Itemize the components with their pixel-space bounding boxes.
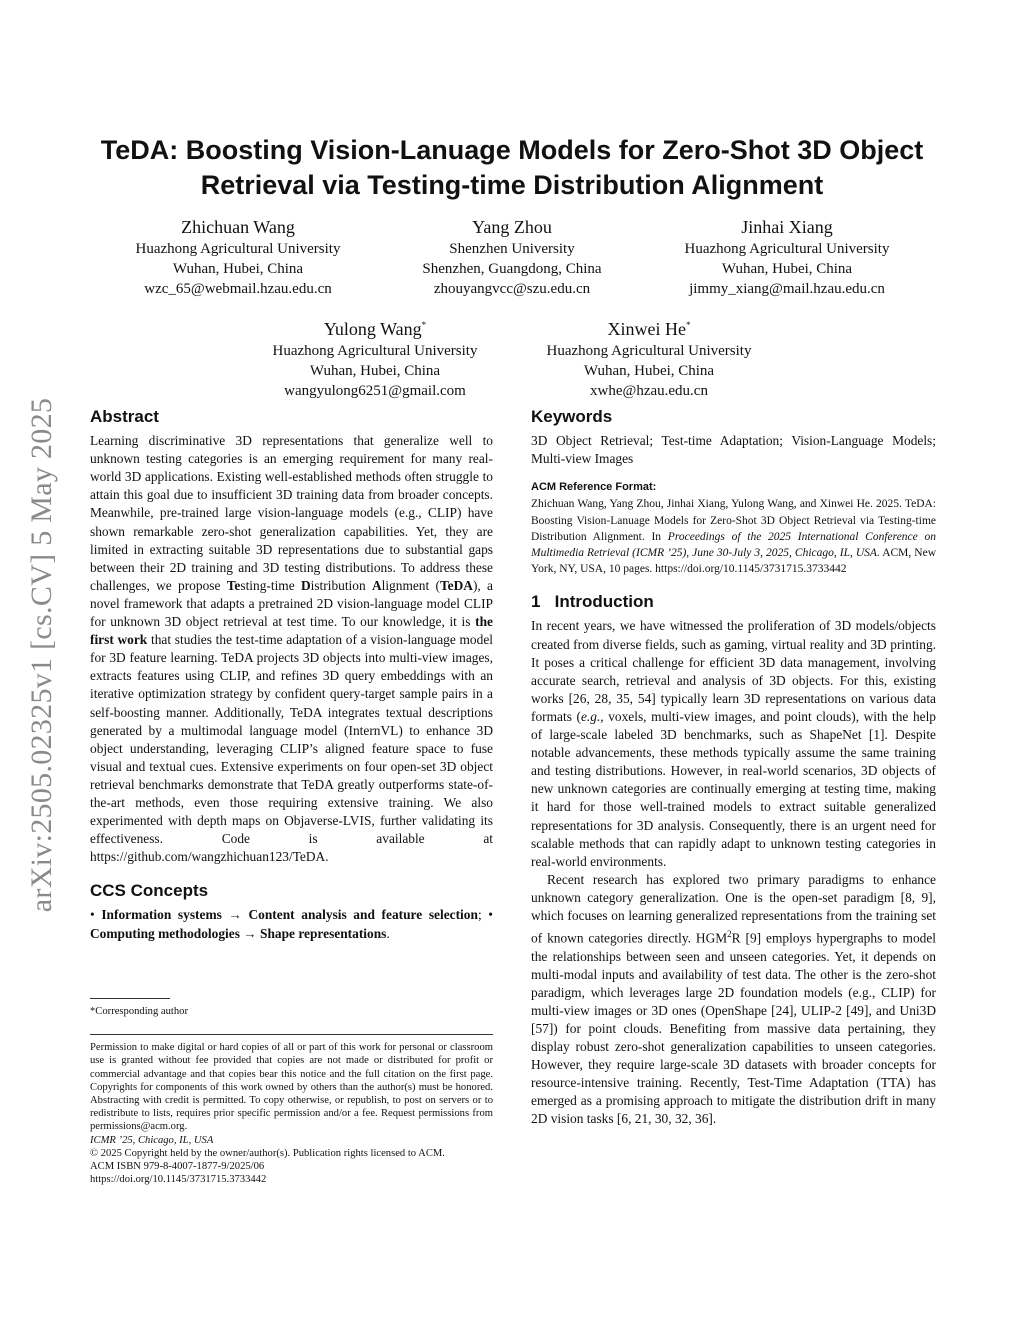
title-line-2: Retrieval via Testing-time Distribution Alignment <box>200 170 824 200</box>
footnote-area <box>90 998 493 1186</box>
author-email: wzc_65@webmail.hzau.edu.cn <box>144 281 332 297</box>
author-email: xwhe@hzau.edu.cn <box>590 383 708 399</box>
abstract-heading: Abstract <box>90 407 159 426</box>
isbn-line: ACM ISBN 979-8-4007-1877-9/2025/06 <box>90 1161 265 1173</box>
author-location: Wuhan, Hubei, China <box>309 363 441 379</box>
footnote-rule <box>90 998 170 999</box>
author-affiliation: Huazhong Agricultural University <box>272 343 478 359</box>
author-affiliation: Huazhong Agricultural University <box>684 241 890 257</box>
author-location: Wuhan, Hubei, China <box>583 363 715 379</box>
intro-paragraph-2: Recent research has explored two primary paradigms to enhance unknown category generalization. One is the open-set paradigm [8, 9], which focuses on learning generalized representations from the training set of known categories directly. HGM$^2$R [9] employs hypergraphs to model the relationships between seen and unseen categories. Yet, it depends on multi-modal inputs and availability of test data. The other is the zero-shot paradigm, which leverages large 2D foundation models (e.g., CLIP) for multi-view images or 3D ones (OpenShape [24], ULIP-2 [49], and Uni3D [57]) for point clouds. Benefiting from massive data pertaining, they display robust zero-shot generalization capabilities to unseen categories. However, they require large-scale 3D datasets with broader concepts for resource-intensive training. Recently, Test-Time Adaptation (TTA) has emerged as a promising approach to mitigate the distribution drift in many 2D vision tasks [6, 21, 30, 32, 36]. <box>531 871 936 1127</box>
permission-notice: Permission to make digital or hard copies of all or part of this work for personal or classroom use is granted without fee provided that copies are not made or distributed for profit or commercial advantage and that copies bear this notice and the full citation on the first page. Copyrights for components of this work owned by others than the author(s) must be honored. Abstracting with credit is permitted. To copy otherwise, or republish, to post on servers or to redistribute to lists, requires prior specific permission and/or a fee. Request permissions from permissions@acm.org. <box>90 1042 493 1133</box>
keywords-heading: Keywords <box>531 407 613 426</box>
abstract-text: Learning discriminative 3D representations that generalize well to unknown testing categories is an emerging requirement for many real-world 3D applications. Existing well-established methods often struggle to attain this goal due to insufficient 3D training data from broader concepts. Meanwhile, pre-trained large vision-language models (e.g., CLIP) have shown remarkable zero-shot generalization capabilities. Yet, they are limited in extracting suitable 3D representations due to substantial gaps between their 2D training and 3D testing distributions. To address these challenges, we propose Testing-time Distribution Alignment (TeDA), a novel framework that adapts a pretrained 2D vision-language model CLIP for unknown 3D object retrieval at test time. To our knowledge, it is the first work that studies the test-time adaptation of a vision-language model for 3D feature learning. TeDA projects 3D objects into multi-view images, extracts features using CLIP, and refines 3D query embeddings with an iterative optimization strategy by confident query-target sample pairs in a self-boosting manner. Additionally, TeDA integrates textual descriptions generated by a multimodal language model (InternVL) to enhance 3D object understanding, leveraging CLIP’s aligned feature space to fuse visual and textual cues. Extensive experiments on four open-set 3D object retrieval benchmarks demonstrate that TeDA greatly outperforms state-of-the-art methods, even those requiring extensive training. We also experimented with depth maps on Objaverse-LVIS, further validating its effectiveness. Code is available at https://github.com/wangzhichuan123/TeDA. <box>90 433 493 865</box>
acm-reference-text: Zhichuan Wang, Yang Zhou, Jinhai Xiang, Yulong Wang, and Xinwei He. 2025. TeDA: Boosting Vision-Lanuage Models for Zero-Shot 3D Object Retrieval via Testing-time Distribution Alignment. In Proceedings of the 2025 International Conference on Multimedia Retrieval (ICMR ’25), June 30-July 3, 2025, Chicago, IL, USA. ACM, New York, NY, USA, 10 pages. https://doi.org/10.1145/3731715.3733442 <box>531 498 937 576</box>
author-affiliation: Shenzhen University <box>449 241 575 257</box>
author-block-4 <box>244 313 506 401</box>
arxiv-id-text: arXiv:2505.02325v1 [cs.CV] 5 May 2025 <box>25 397 58 913</box>
corresponding-mark: * <box>421 320 427 330</box>
author-block-3 <box>656 215 918 299</box>
doi-line: https://doi.org/10.1145/3731715.3733442 <box>90 1174 267 1186</box>
author-affiliation: Huazhong Agricultural University <box>135 241 341 257</box>
author-location: Shenzhen, Guangdong, China <box>422 261 602 277</box>
author-name: Zhichuan Wang <box>181 217 295 237</box>
author-email: wangyulong6251@gmail.com <box>284 383 466 399</box>
author-location: Wuhan, Hubei, China <box>721 261 853 277</box>
arxiv-side-identifier <box>22 350 62 960</box>
author-name: Jinhai Xiang <box>741 217 833 237</box>
corresponding-mark: * <box>685 320 691 330</box>
author-block-2 <box>392 215 632 299</box>
left-column <box>90 408 493 943</box>
author-name: Yulong Wang* <box>323 319 427 339</box>
keywords-text: 3D Object Retrieval; Test-time Adaptation; Vision-Language Models; Multi-view Images <box>531 433 936 467</box>
author-affiliation: Huazhong Agricultural University <box>546 343 752 359</box>
introduction-heading: 1 Introduction <box>531 592 654 612</box>
ccs-heading: CCS Concepts <box>90 881 209 901</box>
copyright-line: © 2025 Copyright held by the owner/author(s). Publication rights licensed to ACM. <box>90 1147 445 1159</box>
ccs-text: • Information systems → Content analysis and feature selection; • Computing methodologies → Shape representations. <box>90 907 493 941</box>
venue-line: ICMR ’25, Chicago, IL, USA <box>90 1134 214 1146</box>
author-email: jimmy_xiang@mail.hzau.edu.cn <box>689 281 885 297</box>
author-name: Xinwei He* <box>607 319 691 339</box>
paper-title <box>80 133 944 203</box>
author-location: Wuhan, Hubei, China <box>172 261 304 277</box>
permission-rule <box>90 1034 493 1035</box>
author-block-1 <box>108 215 368 299</box>
right-column <box>531 408 936 1129</box>
title-line-1: TeDA: Boosting Vision-Lanuage Models for Zero-Shot 3D Object <box>100 135 924 165</box>
author-block-5 <box>518 313 780 401</box>
corresponding-footnote: *Corresponding author <box>90 1006 188 1017</box>
intro-paragraph-1: In recent years, we have witnessed the proliferation of 3D models/objects created from diverse fields, such as gaming, virtual reality and 3D printing. It poses a critical challenge for efficient 3D data management, involving accurate search, retrieval and analysis of 3D objects. For this, existing works [26, 28, 35, 54] typically learn 3D representations on various data formats (e.g., voxels, multi-view images, and point clouds), with the help of large-scale labeled 3D benchmarks, such as ShapeNet [1]. Despite notable advancements, these methods typically assume the same training and testing distributions. However, in real-world scenarios, 3D objects of new unknown categories are continually emerging at testing time, making it hard for those well-trained models to extract suitable generalized representations for 3D analysis. Consequently, there is an urgent need for scalable methods that can rapidly adapt to unknown testing categories in real-world environments. <box>531 618 937 869</box>
author-email: zhouyangvcc@szu.edu.cn <box>433 281 591 297</box>
acm-reference-heading: ACM Reference Format: <box>531 481 657 494</box>
author-name: Yang Zhou <box>472 217 552 237</box>
